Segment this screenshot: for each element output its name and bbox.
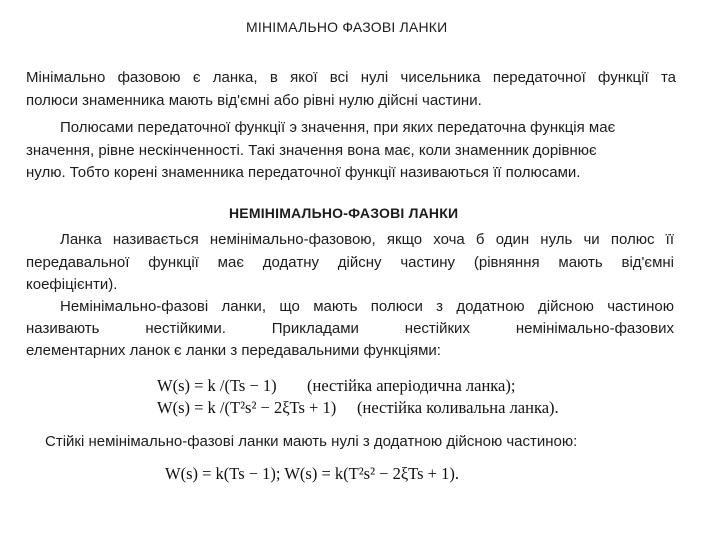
stable-nonmin-text: Стійкі немінімально-фазові ланки мають нулі з додатною дійсною частиною: xyxy=(45,433,578,450)
formula-aperiodic-note: (нестійка аперіодична ланка); xyxy=(307,376,516,395)
nonmin-definition-line-3: коефіцієнти). xyxy=(26,276,118,293)
formula-oscillatory: W(s) = k /(T²s² − 2ξTs + 1) xyxy=(157,398,337,417)
poles-line-3: нулю. Тобто корені знаменника передаточної функції називаються її полюсами. xyxy=(26,164,581,181)
nonmin-definition-line-2: передавальної функції має додатну дійсну частину (рівняння мають від'ємні xyxy=(26,254,674,271)
unstable-line-2: називають нестійкими. Прикладами нестійких немінімально-фазових xyxy=(26,320,674,337)
definition-line-2: полюси знаменника мають від'ємні або рівні нулю дійсні частини. xyxy=(26,92,482,109)
definition-line-1: Мінімально фазовою є ланка, в якої всі нулі чисельника передаточної функції та xyxy=(26,69,676,86)
formula-oscillatory-note: (нестійка коливальна ланка). xyxy=(357,398,559,417)
formula-stable-zeros: W(s) = k(Ts − 1); W(s) = k(T²s² − 2ξTs + 1). xyxy=(165,464,459,483)
formula-aperiodic: W(s) = k /(Ts − 1) xyxy=(157,376,277,395)
unstable-line-3: елементарних ланок є ланки з передавальними функціями: xyxy=(26,342,441,359)
poles-line-1: Полюсами передаточної функції э значення, при яких передаточна функція має xyxy=(60,119,616,136)
section-title-minimum-phase: МІНІМАЛЬНО ФАЗОВІ ЛАНКИ xyxy=(246,19,448,35)
nonmin-definition-line-1: Ланка називається немінімально-фазовою, якщо хоча б один нуль чи полюс її xyxy=(60,231,674,248)
poles-line-2: значення, рівне нескінченності. Такі значення вона має, коли знаменник дорівнює xyxy=(26,142,597,159)
unstable-line-1: Немінімально-фазові ланки, що мають полюси з додатною дійсною частиною xyxy=(60,298,674,315)
section-title-nonminimum-phase: НЕМІНІМАЛЬНО-ФАЗОВІ ЛАНКИ xyxy=(229,205,459,221)
